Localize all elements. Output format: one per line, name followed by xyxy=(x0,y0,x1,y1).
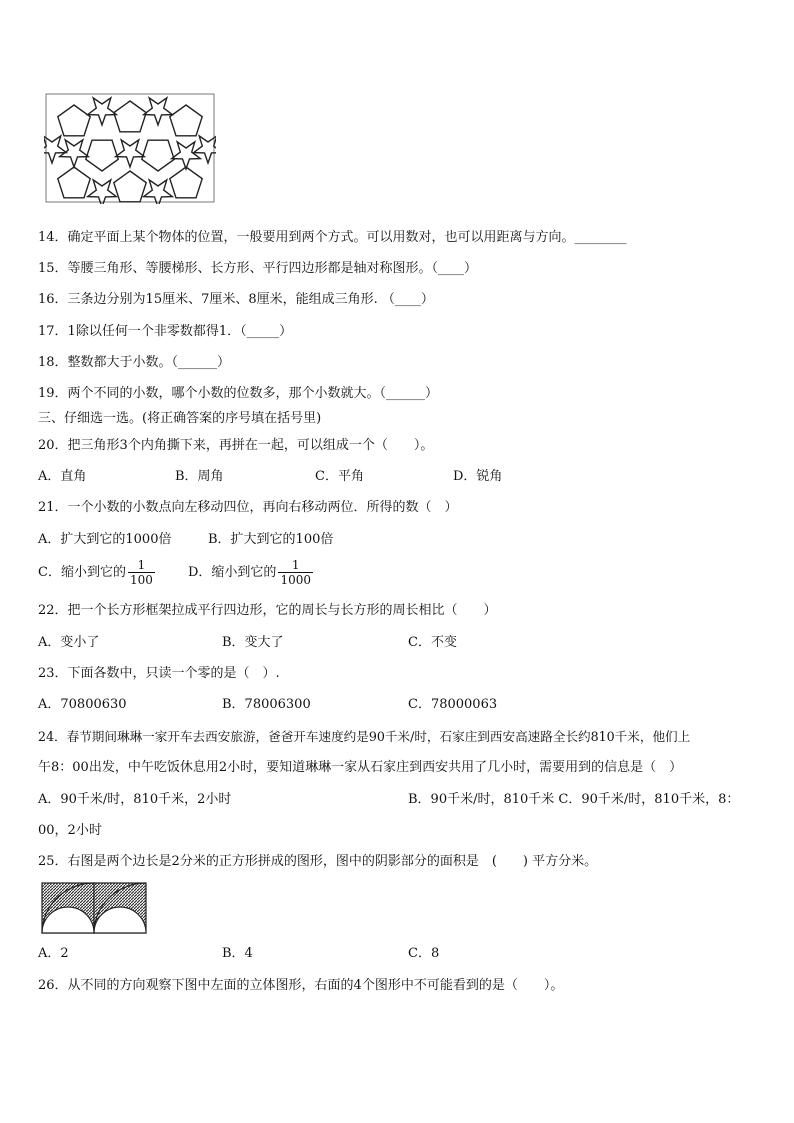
star-shape xyxy=(88,180,117,204)
q21-option-b: B．扩大到它的100倍 xyxy=(208,532,334,547)
question-14: 14．确定平面上某个物体的位置，一般要用到两个方式。可以用数对，也可以用距离与方向。________ xyxy=(38,230,627,245)
q24-option-a: A．90千米/时，810千米，2小时 xyxy=(38,792,232,807)
pentagon-shape xyxy=(114,101,146,132)
q20-option-b: B．周角 xyxy=(175,469,224,484)
pentagon-shape xyxy=(170,167,202,198)
q22-option-a: A．变小了 xyxy=(38,635,100,650)
q20-option-a: A．直角 xyxy=(38,469,87,484)
star-shape xyxy=(172,142,201,169)
q22-option-c: C．不变 xyxy=(408,635,457,650)
star-shape xyxy=(60,140,89,167)
star-shape xyxy=(116,140,145,167)
q21-option-d-label: D．缩小到它的 xyxy=(188,565,277,580)
q23-option-b: B．78006300 xyxy=(222,697,311,712)
pentagon-shape xyxy=(58,105,90,136)
star-shape xyxy=(88,98,117,125)
question-15: 15．等腰三角形、等腰梯形、长方形、平行四边形都是轴对称图形。（____） xyxy=(38,261,478,276)
q21-option-d xyxy=(188,558,315,587)
fraction-numerator: 1 xyxy=(137,558,146,572)
pentagon-star-tiling-figure xyxy=(44,92,216,204)
fraction-1-100 xyxy=(128,558,155,587)
question-22: 22．把一个长方形框架拉成平行四边形，它的周长与长方形的周长相比（ ） xyxy=(38,603,497,618)
question-24-line-1: 24．春节期间琳琳一家开车去西安旅游，爸爸开车速度约是90千米/时，石家庄到西安高速路全长约810千米，他们上 xyxy=(38,729,691,744)
question-20: 20．把三角形3个内角撕下来，再拼在一起，可以组成一个（ ）。 xyxy=(38,438,434,453)
q20-option-d: D．锐角 xyxy=(453,469,503,484)
q20-option-c: C．平角 xyxy=(315,469,364,484)
q21-option-c-label: C．缩小到它的 xyxy=(38,565,126,580)
q25-option-b: B．4 xyxy=(222,946,253,961)
pentagon-shape xyxy=(58,167,90,198)
q25-option-c: C．8 xyxy=(408,946,440,961)
q21-option-a: A．扩大到它的1000倍 xyxy=(38,532,172,547)
question-17: 17．1除以任何一个非零数都得1．（_____） xyxy=(38,324,293,339)
pentagon-shape xyxy=(170,105,202,136)
figure-border xyxy=(46,94,214,202)
fraction-1-1000 xyxy=(278,558,313,587)
question-24-line-2: 午8：00出发，中午吃饭休息用2小时，要知道琳琳一家从石家庄到西安共用了几小时，需要用到的信息是（ ） xyxy=(38,760,683,775)
q24-option-b-c: B．90千米/时，810千米 C．90千米/时，810千米，8： xyxy=(408,792,740,807)
q21-option-c xyxy=(38,558,157,587)
star-shape xyxy=(144,180,173,204)
question-16: 16．三条边分别为15厘米、7厘米、8厘米，能组成三角形. （____） xyxy=(38,292,434,307)
q22-option-b: B．变大了 xyxy=(222,635,284,650)
fraction-denominator: 1000 xyxy=(280,573,311,587)
question-19: 19．两个不同的小数，哪个小数的位数多，那个小数就大。（______） xyxy=(38,386,439,401)
fraction-denominator: 100 xyxy=(129,573,153,587)
q25-option-a: A．2 xyxy=(38,946,69,961)
question-23: 23．下面各数中，只读一个零的是（ ）. xyxy=(38,666,280,681)
question-26: 26．从不同的方向观察下图中左面的立体图形，右面的4个图形中不可能看到的是（ ）。 xyxy=(38,978,564,993)
pentagon-shape xyxy=(114,171,146,202)
question-21: 21．一个小数的小数点向左移动四位，再向右移动两位．所得的数（ ） xyxy=(38,500,458,515)
question-18: 18．整数都大于小数。（______） xyxy=(38,355,231,370)
star-shape xyxy=(44,136,66,163)
q23-option-c: C．78000063 xyxy=(408,697,498,712)
pentagon-shape xyxy=(142,140,174,171)
q23-option-a: A．70800630 xyxy=(38,697,127,712)
section-3-heading: 三、仔细选一选。(将正确答案的序号填在括号里) xyxy=(38,411,322,426)
pentagon-shape xyxy=(86,140,118,171)
star-shape xyxy=(144,98,173,125)
question-25: 25．右图是两个边长是2分米的正方形拼成的图形，图中的阴影部分的面积是 ( ) 平方分米。 xyxy=(38,854,598,869)
two-squares-shaded-figure xyxy=(41,882,147,934)
fraction-numerator: 1 xyxy=(291,558,300,572)
q24-option-c-continued: 00，2小时 xyxy=(38,823,102,838)
